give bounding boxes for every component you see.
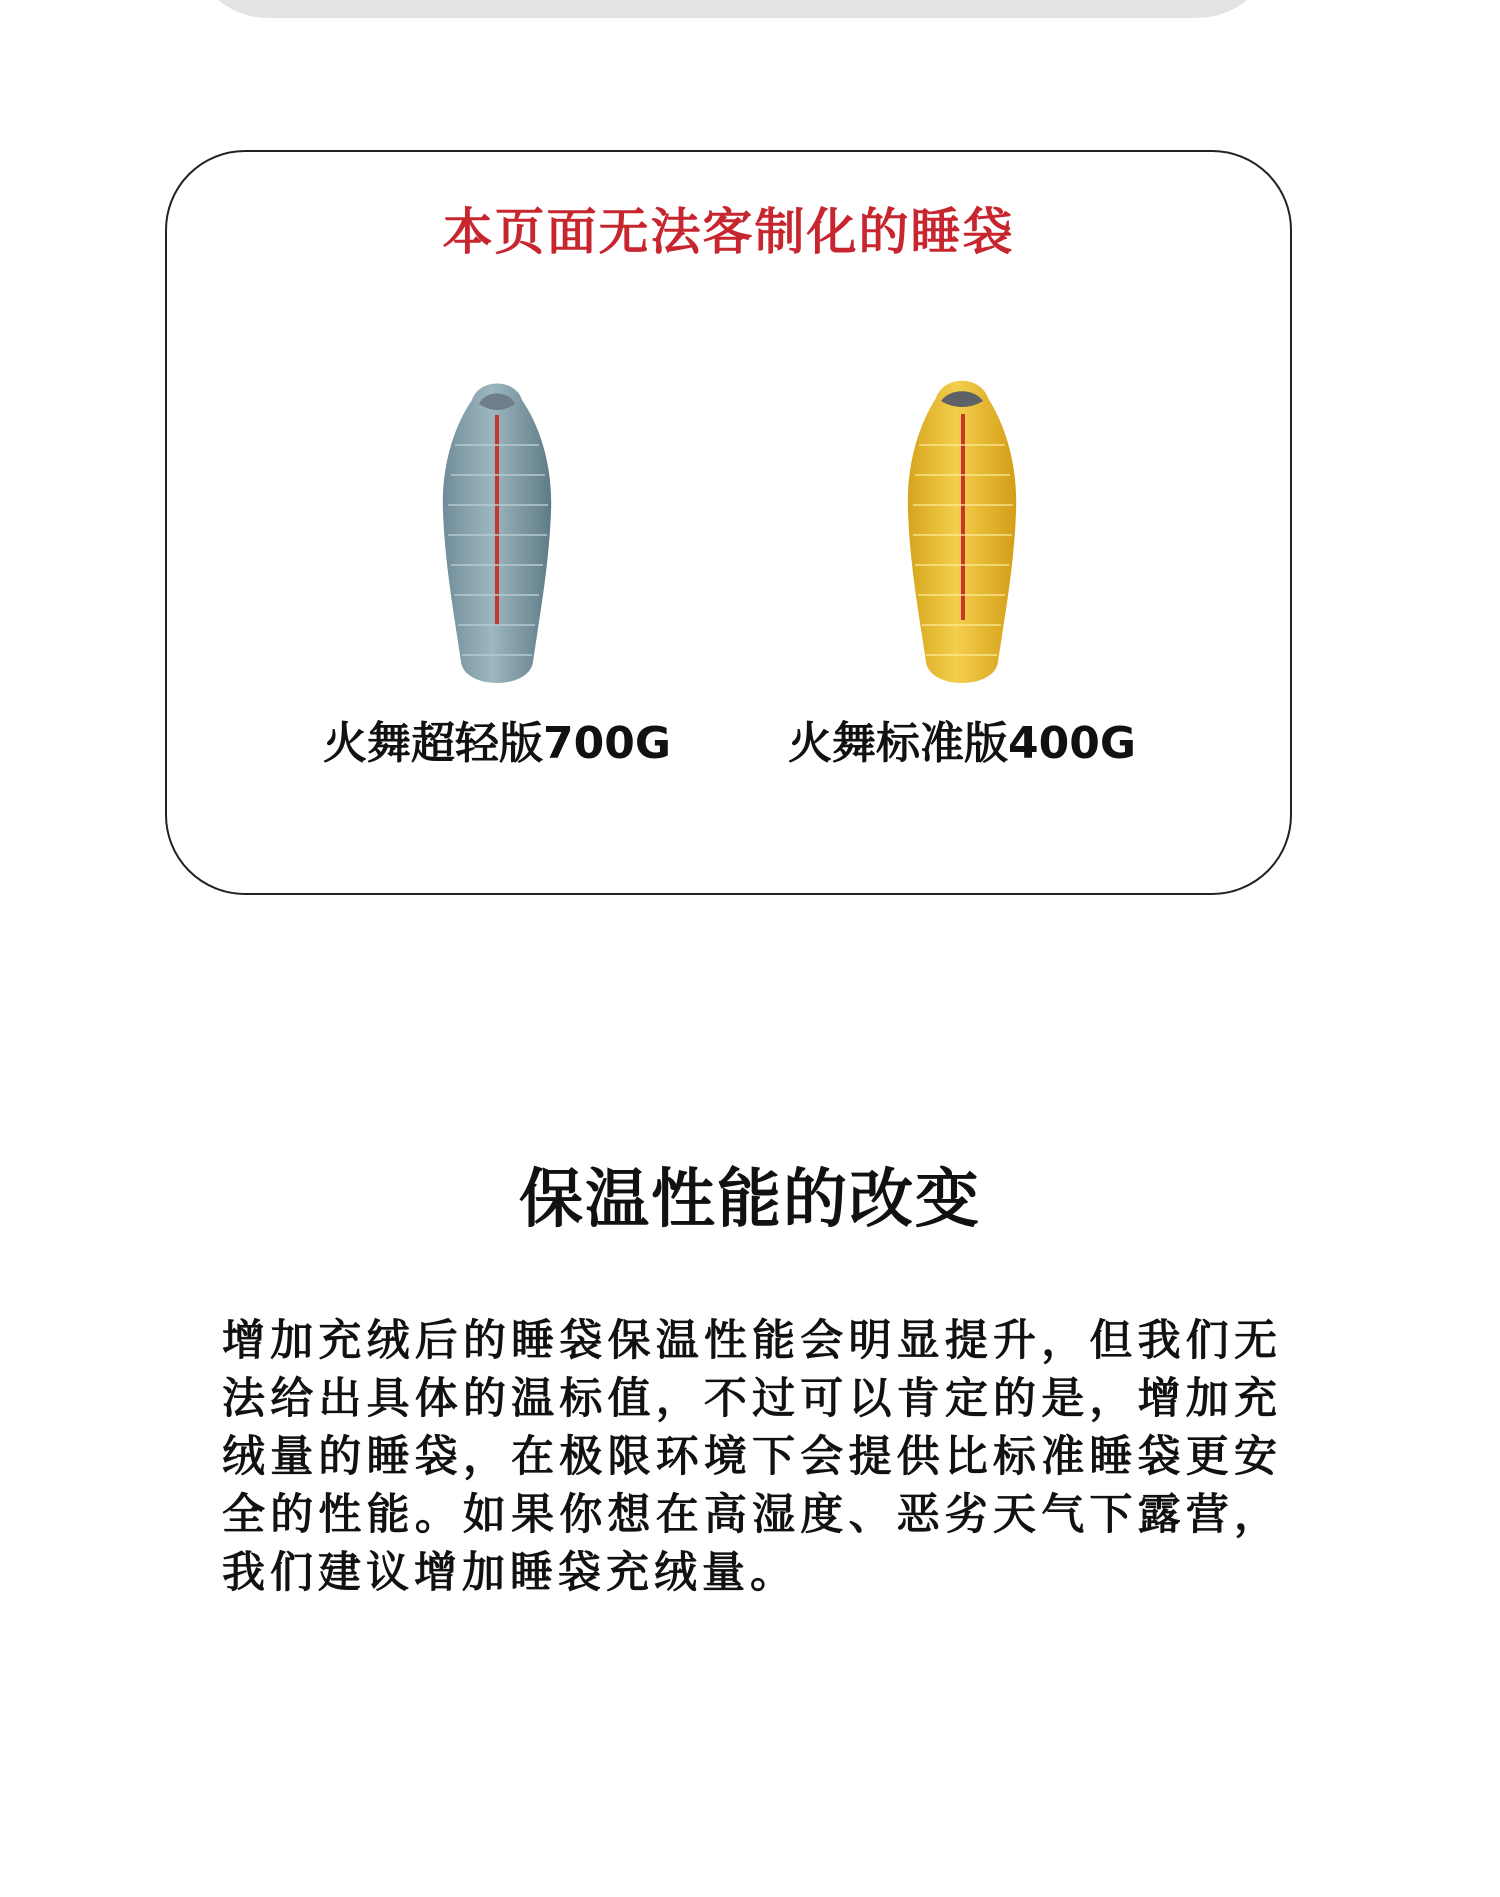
product-card-ultralight bbox=[287, 370, 707, 790]
yellow-sleeping-bag-icon bbox=[892, 370, 1032, 700]
product-label-standard: 火舞标准版400G bbox=[788, 718, 1136, 769]
notice-title: 本页面无法客制化的睡袋 bbox=[442, 203, 1015, 261]
top-rounded-divider bbox=[190, 0, 1275, 18]
section-body: 增加充绒后的睡袋保温性能会明显提升，但我们无法给出具体的温标值，不过可以肯定的是，增加充绒量的睡袋，在极限环境下会提供比标准睡袋更安全的性能。如果你想在高湿度、恶劣天气下露营，我们建议增加睡袋充绒量。 bbox=[222, 1316, 1282, 1598]
product-label-ultralight: 火舞超轻版700G bbox=[323, 718, 671, 769]
product-card-standard bbox=[752, 370, 1172, 790]
blue-gray-sleeping-bag-icon bbox=[427, 370, 567, 700]
section-title: 保温性能的改变 bbox=[519, 1163, 981, 1237]
notice-card bbox=[165, 150, 1292, 895]
